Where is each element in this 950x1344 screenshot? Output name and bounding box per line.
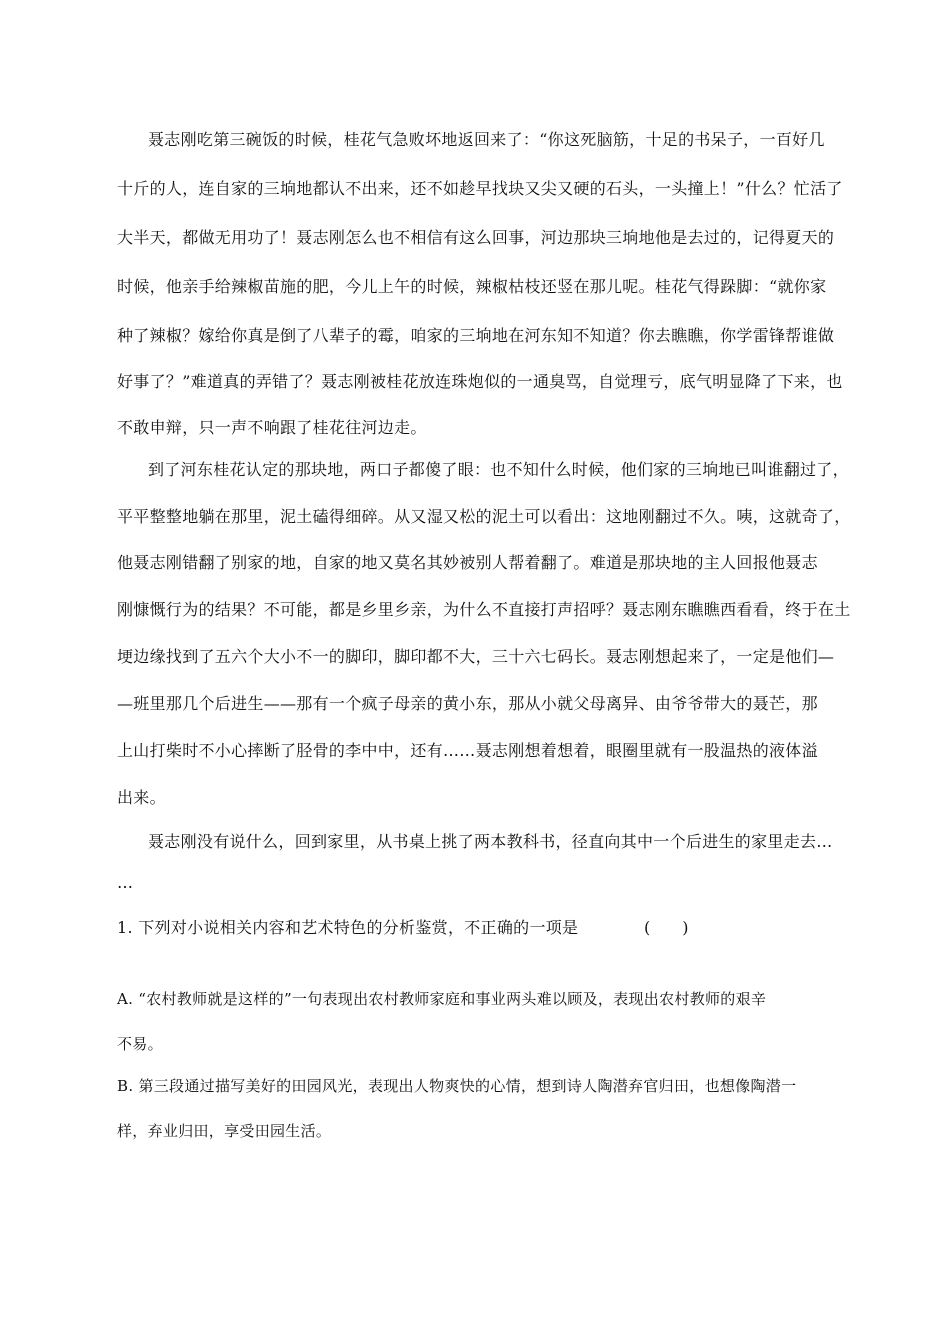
paragraph-3-line-2: … — [117, 873, 134, 892]
paragraph-2-line-6: —班里那几个后进生——那有一个疯子母亲的黄小东，那从小就父母离异、由爷爷带大的聂芒，那 — [117, 694, 818, 713]
question-stem: 1. 下列对小说相关内容和艺术特色的分析鉴赏，不正确的一项是 — [117, 918, 579, 937]
paragraph-1-line-1: 聂志刚吃第三碗饭的时候，桂花气急败坏地返回来了：“你这死脑筋，十足的书呆子，一百好几 — [148, 130, 825, 149]
paragraph-1-line-4: 时候，他亲手给辣椒苗施的肥，今儿上午的时候，辣椒枯枝还竖在那儿呢。桂花气得跺脚：“就你家 — [117, 277, 827, 296]
option-a-line-2: 不易。 — [117, 1035, 163, 1053]
option-a-line-1: A. “农村教师就是这样的”一句表现出农村教师家庭和事业两头难以顾及，表现出农村教师的艰辛 — [117, 990, 767, 1008]
paragraph-1-line-7: 不敢申辩，只一声不响跟了桂花往河边走。 — [117, 418, 427, 437]
paragraph-2-line-5: 埂边缘找到了五六个大小不一的脚印，脚印都不大，三十六七码长。聂志刚想起来了，一定是他们— — [117, 647, 835, 666]
paragraph-2-line-3: 他聂志刚错翻了别家的地，自家的地又莫名其妙被别人帮着翻了。难道是那块地的主人回报他聂志 — [117, 553, 818, 572]
paragraph-3-line-1: 聂志刚没有说什么，回到家里，从书桌上挑了两本教科书，径直向其中一个后进生的家里走去… — [148, 832, 833, 851]
option-b-line-1: B. 第三段通过描写美好的田园风光，表现出人物爽快的心情，想到诗人陶潜弃官归田，也想像陶潜一 — [117, 1077, 797, 1095]
paragraph-1-line-2: 十斤的人，连自家的三垧地都认不出来，还不如趁早找块又尖又硬的石头，一头撞上！”什么？忙活了 — [117, 179, 843, 198]
option-b-line-2: 样，弃业归田，享受田园生活。 — [117, 1122, 332, 1140]
paragraph-1-line-5: 种了辣椒？嫁给你真是倒了八辈子的霉，咱家的三垧地在河东知不知道？你去瞧瞧，你学雷锋帮谁做 — [117, 326, 835, 345]
paragraph-1-line-3: 大半天，都做无用功了！聂志刚怎么也不相信有这么回事，河边那块三垧地他是去过的，记得夏天的 — [117, 228, 835, 247]
paragraph-2-line-1: 到了河东桂花认定的那块地，两口子都傻了眼：也不知什么时候，他们家的三垧地已叫谁翻过了， — [148, 460, 849, 479]
paragraph-2-line-8: 出来。 — [117, 788, 166, 807]
paragraph-2-line-4: 刚慷慨行为的结果？不可能，都是乡里乡亲，为什么不直接打声招呼？聂志刚东瞧瞧西看看，终于在土 — [117, 600, 851, 619]
paragraph-2-line-2: 平平整整地躺在那里，泥土磕得细碎。从又湿又松的泥土可以看出：这地刚翻过不久。咦，这就奇了， — [117, 507, 851, 526]
paragraph-1-line-6: 好事了？”难道真的弄错了？聂志刚被桂花放连珠炮似的一通臭骂，自觉理亏，底气明显降了下来，也 — [117, 372, 843, 391]
paragraph-2-line-7: 上山打柴时不小心摔断了胫骨的李中中，还有……聂志刚想着想着，眼圈里就有一股温热的液体溢 — [117, 741, 818, 760]
answer-parentheses: ( ) — [644, 918, 689, 937]
